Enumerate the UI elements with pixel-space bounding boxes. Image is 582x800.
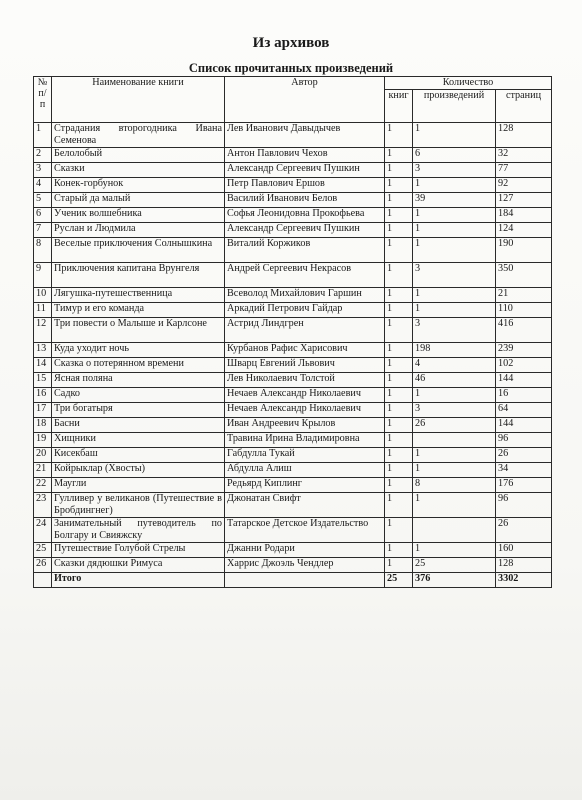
pages-count-cell: 92 — [496, 178, 552, 193]
works-count-cell — [413, 433, 496, 448]
author-cell: Виталий Коржиков — [225, 238, 385, 263]
row-number-cell: 17 — [34, 403, 52, 418]
books-count-cell: 1 — [385, 418, 413, 433]
table-body — [34, 123, 552, 588]
books-count-cell: 1 — [385, 208, 413, 223]
pages-count-cell: 64 — [496, 403, 552, 418]
pages-count-cell: 21 — [496, 288, 552, 303]
table-row — [34, 388, 552, 403]
author-cell: Травина Ирина Владимировна — [225, 433, 385, 448]
author-cell: Редьярд Киплинг — [225, 478, 385, 493]
pages-count-cell: 144 — [496, 373, 552, 388]
book-name-cell: Койрыклар (Хвосты) — [52, 463, 225, 478]
author-cell: Петр Павлович Ершов — [225, 178, 385, 193]
pages-count-cell: 102 — [496, 358, 552, 373]
header-works: произведений — [413, 90, 496, 123]
author-cell: Лев Иванович Давыдычев — [225, 123, 385, 148]
table-row — [34, 288, 552, 303]
row-number-cell: 9 — [34, 263, 52, 288]
header-name: Наименование книги — [52, 77, 225, 123]
pages-count-cell: 34 — [496, 463, 552, 478]
works-count-cell: 1 — [413, 543, 496, 558]
row-number-cell: 15 — [34, 373, 52, 388]
books-count-cell: 1 — [385, 358, 413, 373]
works-count-cell: 1 — [413, 493, 496, 518]
row-number-cell: 25 — [34, 543, 52, 558]
works-count-cell: 3 — [413, 163, 496, 178]
row-number-cell: 11 — [34, 303, 52, 318]
book-name-cell: Сказка о потерянном времени — [52, 358, 225, 373]
author-cell: Всеволод Михайлович Гаршин — [225, 288, 385, 303]
row-number-cell: 5 — [34, 193, 52, 208]
author-cell: Антон Павлович Чехов — [225, 148, 385, 163]
table-row — [34, 163, 552, 178]
author-cell: Василий Иванович Белов — [225, 193, 385, 208]
author-cell: Андрей Сергеевич Некрасов — [225, 263, 385, 288]
pages-count-cell: 77 — [496, 163, 552, 178]
pages-count-cell: 32 — [496, 148, 552, 163]
book-name-cell: Тимур и его команда — [52, 303, 225, 318]
books-count-cell: 1 — [385, 373, 413, 388]
pages-count-cell: 239 — [496, 343, 552, 358]
row-number-cell: 14 — [34, 358, 52, 373]
row-number-cell: 16 — [34, 388, 52, 403]
author-cell: Абдулла Алиш — [225, 463, 385, 478]
books-count-cell: 1 — [385, 448, 413, 463]
row-number-cell: 10 — [34, 288, 52, 303]
works-count-cell: 8 — [413, 478, 496, 493]
books-count-cell: 1 — [385, 543, 413, 558]
book-name-cell: Кисекбаш — [52, 448, 225, 463]
author-cell: Курбанов Рафис Харисович — [225, 343, 385, 358]
table-row — [34, 463, 552, 478]
table-row — [34, 418, 552, 433]
book-name-cell: Три богатыря — [52, 403, 225, 418]
author-cell: Астрид Линдгрен — [225, 318, 385, 343]
author-cell: Габдулла Тукай — [225, 448, 385, 463]
pages-count-cell: 96 — [496, 433, 552, 448]
book-name-cell: Ученик волшебника — [52, 208, 225, 223]
author-cell: Харрис Джоэль Чендлер — [225, 558, 385, 573]
pages-count-cell: 190 — [496, 238, 552, 263]
pages-count-cell: 96 — [496, 493, 552, 518]
books-count-cell: 1 — [385, 403, 413, 418]
pages-count-cell: 144 — [496, 418, 552, 433]
table-row — [34, 403, 552, 418]
pages-count-cell: 124 — [496, 223, 552, 238]
pages-count-cell: 128 — [496, 123, 552, 148]
book-name-cell: Белолобый — [52, 148, 225, 163]
book-name-cell: Руслан и Людмила — [52, 223, 225, 238]
total-author-empty-cell — [225, 573, 385, 588]
table-row — [34, 178, 552, 193]
book-name-cell: Гулливер у великанов (Путешествие в Бробдингнег) — [52, 493, 225, 518]
book-name-cell: Занимательный путеводитель по Болгару и Свияжску — [52, 518, 225, 543]
works-count-cell: 1 — [413, 448, 496, 463]
pages-count-cell: 184 — [496, 208, 552, 223]
author-cell: Александр Сергеевич Пушкин — [225, 163, 385, 178]
table-row — [34, 373, 552, 388]
pages-count-cell: 160 — [496, 543, 552, 558]
author-cell: Александр Сергеевич Пушкин — [225, 223, 385, 238]
row-number-cell: 18 — [34, 418, 52, 433]
author-cell: Нечаев Александр Николаевич — [225, 388, 385, 403]
row-number-cell: 20 — [34, 448, 52, 463]
row-number-cell: 22 — [34, 478, 52, 493]
books-count-cell: 1 — [385, 288, 413, 303]
works-count-cell: 1 — [413, 388, 496, 403]
book-name-cell: Басни — [52, 418, 225, 433]
book-name-cell: Старый да малый — [52, 193, 225, 208]
book-name-cell: Лягушка-путешественница — [52, 288, 225, 303]
author-cell: Нечаев Александр Николаевич — [225, 403, 385, 418]
works-count-cell: 26 — [413, 418, 496, 433]
pages-count-cell: 176 — [496, 478, 552, 493]
author-cell: Аркадий Петрович Гайдар — [225, 303, 385, 318]
total-pages: 3302 — [496, 573, 552, 588]
pages-count-cell: 16 — [496, 388, 552, 403]
table-row — [34, 148, 552, 163]
book-name-cell: Веселые приключения Солнышкина — [52, 238, 225, 263]
document-title: Из архивов — [252, 35, 330, 51]
row-number-cell: 13 — [34, 343, 52, 358]
books-count-cell: 1 — [385, 433, 413, 448]
row-number-cell: 7 — [34, 223, 52, 238]
table-row — [34, 193, 552, 208]
table-row — [34, 433, 552, 448]
works-count-cell: 3 — [413, 263, 496, 288]
books-count-cell: 1 — [385, 238, 413, 263]
books-count-cell: 1 — [385, 178, 413, 193]
book-name-cell: Конек-горбунок — [52, 178, 225, 193]
table-row — [34, 478, 552, 493]
author-cell: Джанни Родари — [225, 543, 385, 558]
pages-count-cell: 416 — [496, 318, 552, 343]
works-count-cell: 1 — [413, 223, 496, 238]
books-count-cell: 1 — [385, 263, 413, 288]
row-number-cell: 21 — [34, 463, 52, 478]
author-cell: Софья Леонидовна Прокофьева — [225, 208, 385, 223]
works-count-cell: 3 — [413, 403, 496, 418]
header-pages: страниц — [496, 90, 552, 123]
works-count-cell: 39 — [413, 193, 496, 208]
works-count-cell: 1 — [413, 208, 496, 223]
table-row — [34, 238, 552, 263]
table-row — [34, 558, 552, 573]
works-count-cell: 1 — [413, 303, 496, 318]
author-cell: Шварц Евгений Львович — [225, 358, 385, 373]
table-row — [34, 303, 552, 318]
row-number-cell: 8 — [34, 238, 52, 263]
pages-count-cell: 128 — [496, 558, 552, 573]
works-count-cell: 46 — [413, 373, 496, 388]
document-subtitle: Список прочитанных произведений — [188, 61, 394, 75]
books-count-cell: 1 — [385, 558, 413, 573]
table-row — [34, 263, 552, 288]
row-number-cell: 3 — [34, 163, 52, 178]
total-books: 25 — [385, 573, 413, 588]
works-count-cell: 1 — [413, 123, 496, 148]
book-name-cell: Куда уходит ночь — [52, 343, 225, 358]
books-count-cell: 1 — [385, 148, 413, 163]
table-row — [34, 493, 552, 518]
books-count-cell: 1 — [385, 163, 413, 178]
pages-count-cell: 110 — [496, 303, 552, 318]
row-number-cell: 24 — [34, 518, 52, 543]
book-name-cell: Хищники — [52, 433, 225, 448]
book-name-cell: Страдания второгодника Ивана Семенова — [52, 123, 225, 148]
table-row — [34, 543, 552, 558]
row-number-cell: 23 — [34, 493, 52, 518]
books-count-cell: 1 — [385, 493, 413, 518]
books-count-cell: 1 — [385, 478, 413, 493]
row-number-cell: 6 — [34, 208, 52, 223]
books-count-cell: 1 — [385, 463, 413, 478]
book-name-cell: Маугли — [52, 478, 225, 493]
books-count-cell: 1 — [385, 518, 413, 543]
books-count-cell: 1 — [385, 343, 413, 358]
books-count-cell: 1 — [385, 318, 413, 343]
header-number: № п/ п — [34, 77, 52, 123]
table-header — [34, 77, 552, 123]
books-count-cell: 1 — [385, 223, 413, 238]
author-cell: Татарское Детское Издательство — [225, 518, 385, 543]
table-row — [34, 358, 552, 373]
table-row — [34, 343, 552, 358]
author-cell: Джонатан Свифт — [225, 493, 385, 518]
works-count-cell: 4 — [413, 358, 496, 373]
table-row — [34, 518, 552, 543]
book-name-cell: Три повести о Малыше и Карлсоне — [52, 318, 225, 343]
author-cell: Лев Николаевич Толстой — [225, 373, 385, 388]
book-name-cell: Ясная поляна — [52, 373, 225, 388]
table-row — [34, 448, 552, 463]
pages-count-cell: 350 — [496, 263, 552, 288]
book-name-cell: Приключения капитана Врунгеля — [52, 263, 225, 288]
works-count-cell: 198 — [413, 343, 496, 358]
book-name-cell: Садко — [52, 388, 225, 403]
book-name-cell: Сказки дядюшки Римуса — [52, 558, 225, 573]
total-empty-cell — [34, 573, 52, 588]
total-works: 376 — [413, 573, 496, 588]
header-books: книг — [385, 90, 413, 123]
row-number-cell: 26 — [34, 558, 52, 573]
row-number-cell: 2 — [34, 148, 52, 163]
pages-count-cell: 26 — [496, 518, 552, 543]
books-table — [33, 76, 552, 588]
row-number-cell: 12 — [34, 318, 52, 343]
book-name-cell: Путешествие Голубой Стрелы — [52, 543, 225, 558]
total-label: Итого — [52, 573, 225, 588]
works-count-cell: 1 — [413, 238, 496, 263]
book-name-cell: Сказки — [52, 163, 225, 178]
total-row — [34, 573, 552, 588]
row-number-cell: 4 — [34, 178, 52, 193]
books-count-cell: 1 — [385, 388, 413, 403]
works-count-cell: 1 — [413, 178, 496, 193]
books-count-cell: 1 — [385, 303, 413, 318]
table-row — [34, 123, 552, 148]
row-number-cell: 19 — [34, 433, 52, 448]
table-row — [34, 223, 552, 238]
pages-count-cell: 26 — [496, 448, 552, 463]
works-count-cell: 1 — [413, 288, 496, 303]
author-cell: Иван Андреевич Крылов — [225, 418, 385, 433]
table-row — [34, 318, 552, 343]
works-count-cell — [413, 518, 496, 543]
works-count-cell: 3 — [413, 318, 496, 343]
works-count-cell: 1 — [413, 463, 496, 478]
table-row — [34, 208, 552, 223]
header-author: Автор — [225, 77, 385, 123]
books-count-cell: 1 — [385, 193, 413, 208]
header-quantity: Количество — [385, 77, 552, 90]
books-count-cell: 1 — [385, 123, 413, 148]
works-count-cell: 25 — [413, 558, 496, 573]
row-number-cell: 1 — [34, 123, 52, 148]
works-count-cell: 6 — [413, 148, 496, 163]
pages-count-cell: 127 — [496, 193, 552, 208]
